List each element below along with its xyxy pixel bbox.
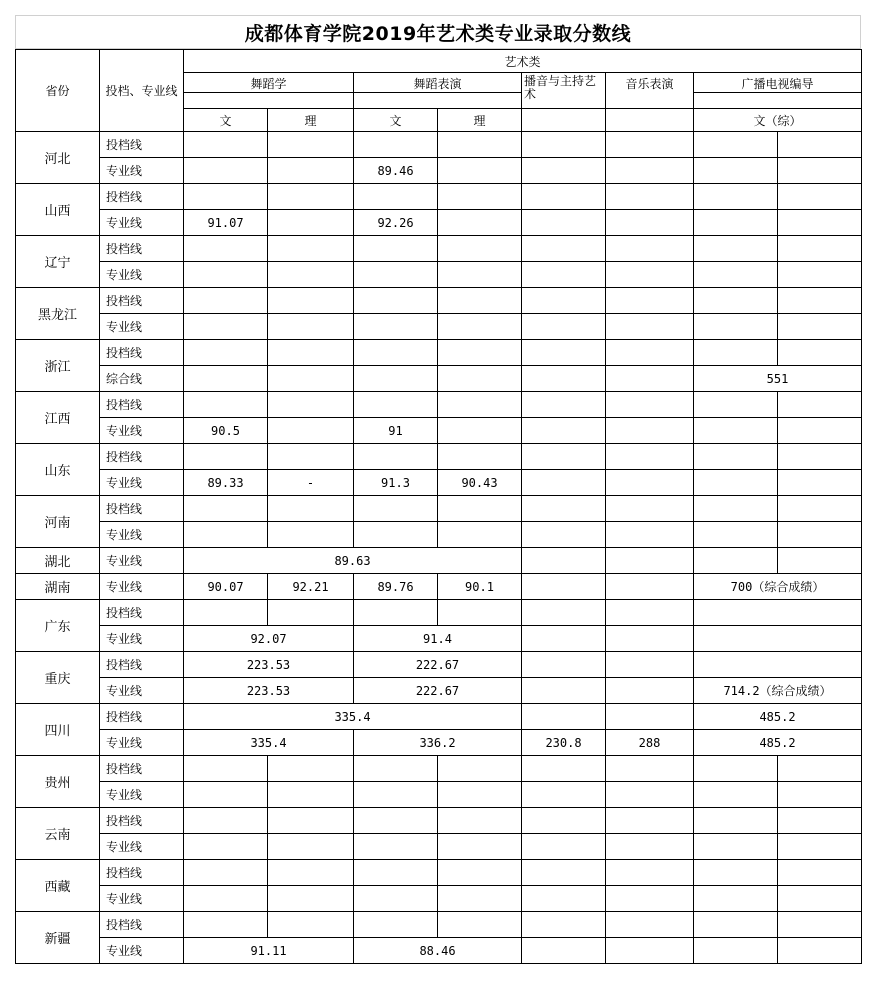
score-cell: 335.4 bbox=[184, 704, 522, 730]
line-label: 专业线 bbox=[100, 158, 184, 184]
score-cell: 90.5 bbox=[184, 418, 268, 444]
line-label: 投档线 bbox=[100, 340, 184, 366]
province-shanxi: 山西 bbox=[16, 184, 100, 236]
score-cell: 91.11 bbox=[184, 938, 354, 964]
header-music-performance: 音乐表演 bbox=[606, 73, 694, 109]
header-dance-performance: 舞蹈表演 bbox=[354, 73, 522, 93]
line-label: 投档线 bbox=[100, 132, 184, 158]
province-hunan: 湖南 bbox=[16, 574, 100, 600]
score-cell: 700（综合成绩） bbox=[694, 574, 862, 600]
score-cell: 91.07 bbox=[184, 210, 268, 236]
line-label: 专业线 bbox=[100, 548, 184, 574]
score-cell: 714.2（综合成绩） bbox=[694, 678, 862, 704]
province-heilongjiang: 黑龙江 bbox=[16, 288, 100, 340]
score-cell: 230.8 bbox=[522, 730, 606, 756]
header-dance-performance-wen: 文 bbox=[354, 109, 438, 132]
score-cell: 89.76 bbox=[354, 574, 438, 600]
province-jiangxi: 江西 bbox=[16, 392, 100, 444]
score-cell: 551 bbox=[694, 366, 862, 392]
score-cell: 223.53 bbox=[184, 678, 354, 704]
score-cell: 485.2 bbox=[694, 704, 862, 730]
province-guizhou: 贵州 bbox=[16, 756, 100, 808]
header-tv-directing: 广播电视编导 bbox=[694, 73, 862, 93]
score-cell: 90.43 bbox=[438, 470, 522, 496]
score-cell: 90.07 bbox=[184, 574, 268, 600]
score-cell: 335.4 bbox=[184, 730, 354, 756]
province-guangdong: 广东 bbox=[16, 600, 100, 652]
line-label: 投档线 bbox=[100, 392, 184, 418]
header-category: 艺术类 bbox=[184, 50, 862, 73]
province-zhejiang: 浙江 bbox=[16, 340, 100, 392]
header-dance-studies-wen: 文 bbox=[184, 109, 268, 132]
province-hebei: 河北 bbox=[16, 132, 100, 184]
line-label: 专业线 bbox=[100, 314, 184, 340]
line-label: 专业线 bbox=[100, 210, 184, 236]
line-label: 专业线 bbox=[100, 938, 184, 964]
line-label: 专业线 bbox=[100, 262, 184, 288]
line-label: 投档线 bbox=[100, 496, 184, 522]
province-liaoning: 辽宁 bbox=[16, 236, 100, 288]
line-label: 专业线 bbox=[100, 782, 184, 808]
score-cell: 336.2 bbox=[354, 730, 522, 756]
score-cell: 90.1 bbox=[438, 574, 522, 600]
score-cell: 222.67 bbox=[354, 678, 522, 704]
province-hubei: 湖北 bbox=[16, 548, 100, 574]
header-province: 省份 bbox=[16, 50, 100, 132]
score-cell: 89.46 bbox=[354, 158, 438, 184]
province-shandong: 山东 bbox=[16, 444, 100, 496]
line-label: 投档线 bbox=[100, 444, 184, 470]
line-label: 投档线 bbox=[100, 600, 184, 626]
score-cell: 91.4 bbox=[354, 626, 522, 652]
score-cell: 222.67 bbox=[354, 652, 522, 678]
header-line-type: 投档、专业线 bbox=[100, 50, 184, 132]
line-label: 投档线 bbox=[100, 704, 184, 730]
province-xinjiang: 新疆 bbox=[16, 912, 100, 964]
line-label: 专业线 bbox=[100, 834, 184, 860]
line-label: 投档线 bbox=[100, 808, 184, 834]
score-cell: 91.3 bbox=[354, 470, 438, 496]
score-cell: 91 bbox=[354, 418, 438, 444]
line-label: 投档线 bbox=[100, 652, 184, 678]
header-dance-studies-li: 理 bbox=[268, 109, 354, 132]
score-cell: 223.53 bbox=[184, 652, 354, 678]
score-cell: 88.46 bbox=[354, 938, 522, 964]
score-cell: 89.33 bbox=[184, 470, 268, 496]
header-tv-wen-zong: 文（综） bbox=[694, 109, 862, 132]
score-table bbox=[15, 49, 862, 964]
line-label: 投档线 bbox=[100, 288, 184, 314]
line-label: 投档线 bbox=[100, 912, 184, 938]
province-sichuan: 四川 bbox=[16, 704, 100, 756]
line-label: 专业线 bbox=[100, 418, 184, 444]
score-cell: 288 bbox=[606, 730, 694, 756]
line-label: 投档线 bbox=[100, 860, 184, 886]
sheet-title: 成都体育学院2019年艺术类专业录取分数线 bbox=[15, 15, 861, 49]
score-cell: 485.2 bbox=[694, 730, 862, 756]
line-label: 专业线 bbox=[100, 470, 184, 496]
score-cell: - bbox=[268, 470, 354, 496]
province-xizang: 西藏 bbox=[16, 860, 100, 912]
line-label: 投档线 bbox=[100, 184, 184, 210]
line-label: 专业线 bbox=[100, 678, 184, 704]
province-yunnan: 云南 bbox=[16, 808, 100, 860]
line-label: 投档线 bbox=[100, 236, 184, 262]
line-label: 专业线 bbox=[100, 574, 184, 600]
line-label: 综合线 bbox=[100, 366, 184, 392]
header-dance-performance-li: 理 bbox=[438, 109, 522, 132]
province-chongqing: 重庆 bbox=[16, 652, 100, 704]
header-dance-studies: 舞蹈学 bbox=[184, 73, 354, 93]
line-label: 专业线 bbox=[100, 522, 184, 548]
score-cell: 92.26 bbox=[354, 210, 438, 236]
line-label: 投档线 bbox=[100, 756, 184, 782]
score-cell: 89.63 bbox=[184, 548, 522, 574]
score-cell: 92.21 bbox=[268, 574, 354, 600]
header-broadcasting-hosting: 播音与主持艺术 bbox=[522, 73, 606, 109]
line-label: 专业线 bbox=[100, 730, 184, 756]
province-henan: 河南 bbox=[16, 496, 100, 548]
score-sheet bbox=[15, 15, 861, 966]
line-label: 专业线 bbox=[100, 626, 184, 652]
line-label: 专业线 bbox=[100, 886, 184, 912]
score-cell: 92.07 bbox=[184, 626, 354, 652]
